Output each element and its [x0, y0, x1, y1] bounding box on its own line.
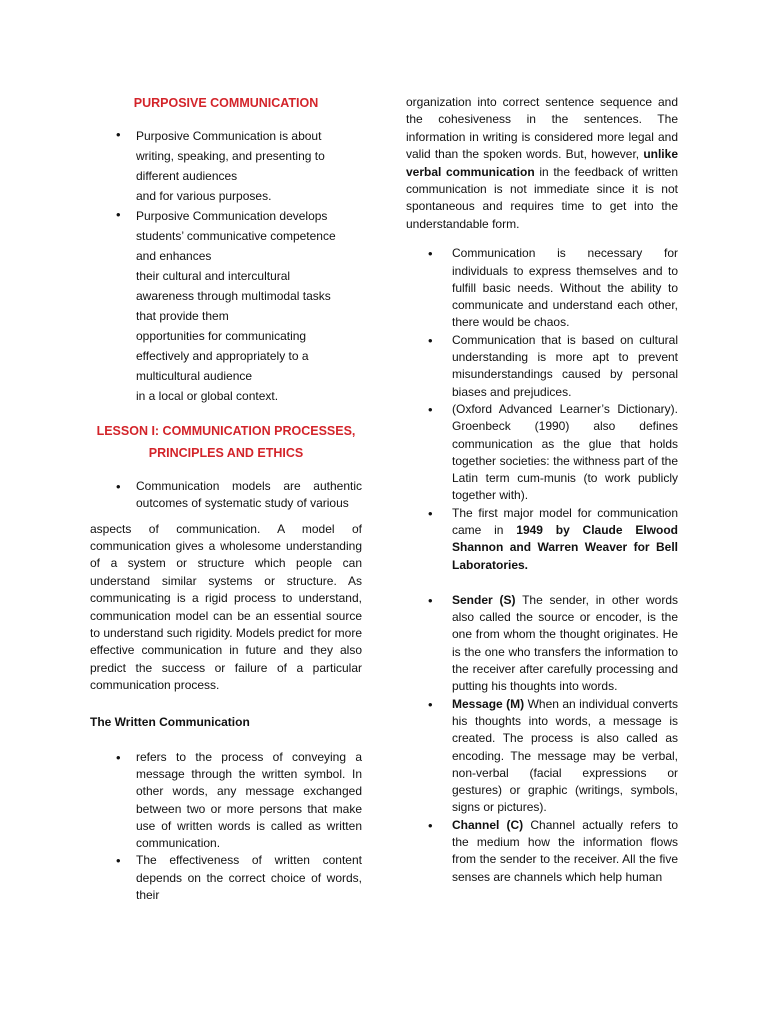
text: Channel actually refers to the medium how the information flows from the sender to the receiver. All the five senses are channels which help human [452, 817, 678, 884]
smc-bullet-list [406, 592, 678, 886]
line: • Purposive Communication develops [136, 209, 328, 223]
message-label: Message (M) [452, 696, 525, 711]
sender-label: Sender (S) [452, 592, 516, 607]
line: writing, speaking, and presenting to [136, 149, 325, 163]
list-item: • Communication is necessary for individuals to express themselves and to fulfill basic needs. Without the ability to communicate and understand each other, there would be chaos. [406, 245, 678, 331]
line: in a local or global context. [136, 389, 279, 403]
lesson-title [90, 420, 362, 464]
list-item: • (Oxford Advanced Learner’s Dictionary). Groenbeck (1990) also defines communication as the glue that holds together societies: the withness part of the Latin term cum-munis (to work publicly together with). [406, 401, 678, 505]
bold-text: unlike verbal communication [406, 147, 678, 179]
page-title: PURPOSIVE COMMUNICATION [133, 96, 319, 110]
written-communication-heading: The Written Communication [90, 714, 250, 729]
line: different audiences [136, 169, 238, 183]
channel-label: Channel (C) [452, 817, 524, 832]
line: that provide them [136, 309, 229, 323]
list-item: • Communication models are authentic outcomes of systematic study of various [90, 478, 362, 513]
right-column [406, 94, 678, 886]
line: opportunities for communicating [136, 329, 307, 343]
list-item [406, 592, 678, 696]
list-item [406, 505, 678, 574]
continuation-paragraph [406, 94, 678, 233]
models-bullet-list [90, 478, 362, 513]
text: The sender, in other words also called the source or encoder, is the one from whom the thought originates. He is the one who transfers the information to the receiver after carefully processing and putting his thoughts into words. [452, 592, 679, 694]
line: and for various purposes. [136, 189, 272, 203]
written-bullet-list [90, 749, 362, 905]
line: and enhances [136, 249, 212, 263]
text: in the feedback of written communication is not immediate since it is not spontaneous and requires time to get into the understandable form. [406, 164, 678, 231]
text: The first major model for communication came in [452, 505, 678, 537]
list-item: • Communication that is based on cultural understanding is more apt to prevent misunderstandings caused by personal biases and prejudices. [406, 332, 678, 401]
line: students’ communicative competence [136, 229, 336, 243]
necessity-bullet-list [406, 245, 678, 574]
lesson-title-line2: PRINCIPLES AND ETHICS [148, 446, 304, 460]
list-item [406, 817, 678, 886]
list-item [90, 126, 362, 206]
line: effectively and appropriately to a [136, 349, 309, 363]
line: their cultural and intercultural [136, 269, 291, 283]
line: awareness through multimodal tasks [136, 289, 331, 303]
list-item [90, 206, 362, 406]
line: • Purposive Communication is about [136, 129, 322, 143]
text: organization into correct sentence sequence and the cohesiveness in the sentences. The information in writing is considered more legal and valid than the spoken words. But, however, [406, 95, 678, 162]
list-item [406, 696, 678, 817]
list-item: • refers to the process of conveying a message through the written symbol. In other words, any message exchanged between two or more persons that make use of written words is called as written communication. [90, 749, 362, 853]
models-paragraph: aspects of communication. A model of communication gives a wholesome understanding of a system or structure which people can understand similar systems or structure. As communicating is a rigid process to understand, communication model can be an essential source to understand such rigidity. Models predict for more effective communication in future and they also predict the success or failure of a particular communication process. [90, 521, 362, 693]
lesson-title-line1: LESSON I: COMMUNICATION PROCESSES, [96, 424, 356, 438]
bold-text: 1949 by Claude Elwood Shannon and Warren Weaver for Bell Laboratories. [452, 523, 678, 572]
line: multicultural audience [136, 369, 253, 383]
left-column [90, 90, 362, 904]
list-item: • The effectiveness of written content depends on the correct choice of words, their [90, 852, 362, 904]
intro-bullet-list [90, 126, 362, 406]
text: When an individual converts his thoughts into words, a message is created. The process is also called as encoding. The message may be verbal, non-verbal (facial expressions or gestures) or graphic (writings, symbols, signs or pictures). [452, 696, 678, 815]
